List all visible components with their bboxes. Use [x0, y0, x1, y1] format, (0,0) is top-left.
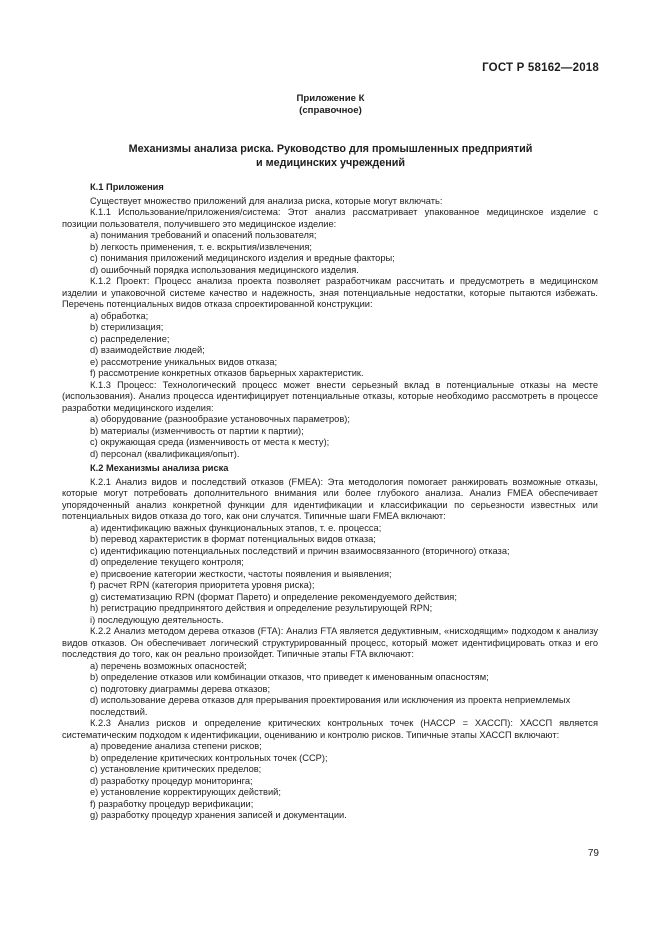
section-heading-k1: К.1 Приложения: [90, 182, 164, 192]
list-item: b) легкость применения, т. е. вскрытия/извлечения;: [90, 241, 312, 252]
list-item: b) определение отказов или комбинации отказов, что приведет к именованным опасностям;: [90, 672, 489, 682]
paragraph-k21: К.2.1 Анализ видов и последствий отказов (FMEA): Эта методология помогает ранжировать возможные отказы, которые могут потребовать дополнительного внимания или более глубокого анализа. Анализ FMEA обеспечивает упорядоченный анализ конкретной функции для идентификации и классификации по серьезности известных или потенциальных видов отказа до того, как они случатся. Типичные шаги FMEA включают:: [62, 476, 598, 521]
list-item: a) проведение анализа степени рисков;: [90, 741, 262, 751]
list-item: d) взаимодействие людей;: [90, 345, 205, 355]
list-item: c) установление критических пределов;: [90, 764, 262, 774]
list-item: d) определение текущего контроля;: [90, 557, 244, 567]
list-item: f) расчет RPN (категория приоритета уровня риска);: [90, 580, 315, 590]
list-item: d) использование дерева отказов для прерывания проектирования или исключения из проекта неприемлемых последствий.: [90, 695, 571, 717]
appendix-subtitle: (справочное): [299, 105, 362, 116]
list-item: f) рассмотрение конкретных отказов барьерных характеристик.: [90, 368, 364, 378]
list-item: a) оборудование (разнообразие установочных параметров);: [90, 414, 350, 424]
list-item: c) понимания приложений медицинского изделия и вредные факторы;: [90, 253, 395, 263]
paragraph-k1-intro: Существует множество приложений для анализа риска, которые могут включать:: [90, 195, 443, 206]
list-item: b) перевод характеристик в формат потенциальных видов отказа;: [90, 534, 376, 544]
list-item: e) рассмотрение уникальных видов отказа;: [90, 356, 278, 367]
list-item: e) присвоение категории жесткости, частоты появления и выявления;: [90, 568, 392, 579]
appendix-heading: [0, 93, 661, 117]
list-item: a) перечень возможных опасностей;: [90, 660, 247, 671]
page-number: 79: [587, 848, 599, 859]
list-item: a) обработка;: [90, 310, 149, 321]
main-title-line-1: Механизмы анализа риска. Руководство для промышленных предприятий: [128, 143, 533, 155]
list-item: c) окружающая среда (изменчивость от места к месту);: [90, 437, 330, 447]
list-item: c) идентификацию потенциальных последствий и причин взаимосвязанного (вторичного) отказа;: [90, 545, 510, 556]
main-title: [0, 143, 661, 170]
paragraph-k23: К.2.3 Анализ рисков и определение критических контрольных точек (НАССР = ХАССП): ХАССП является систематическим подходом к идентификации, оцениванию и контролю рисков. Типичные этапы ХАССП включают:: [62, 718, 598, 740]
list-item: i) последующую деятельность.: [90, 614, 224, 625]
list-item: f) разработку процедур верификации;: [90, 798, 254, 809]
list-item: h) регистрацию предпринятого действия и определение результирующей RPN;: [90, 603, 433, 613]
paragraph-k13: К.1.3 Процесс: Технологический процесс может внести серьезный вклад в потенциальные отказы на месте (использования). Анализ процесса идентифицирует потенциальные отказы, которые необходимо рассмотреть в процессе разработки медицинского изделия:: [62, 379, 598, 413]
standard-code: ГОСТ Р 58162—2018: [482, 62, 599, 74]
paragraph-k12: К.1.2 Проект: Процесс анализа проекта позволяет разработчикам рассчитать и предусмотреть в медицинском изделии и упаковочной системе качество и надежность, зная потенциальные недостатки, которые пытаются избежать. Перечень потенциальных видов отказа спроектированной конструкции:: [62, 276, 598, 309]
list-item: b) определение критических контрольных точек (ССР);: [90, 752, 328, 763]
list-item: d) персонал (квалификация/опыт).: [90, 448, 240, 459]
list-item: e) установление корректирующих действий;: [90, 787, 281, 797]
list-item: g) систематизацию RPN (формат Парето) и определение рекомендуемого действия;: [90, 591, 457, 602]
paragraph-k22: К.2.2 Анализ методом дерева отказов (FTA): Анализ FTA является дедуктивным, «нисходящим» подходом к анализу видов отказов. Он обеспечивает логический структурированный процесс, который может идентифицировать отказ и его последствия до того, как он реально произойдет. Типичные этапы FTA включают:: [62, 626, 598, 659]
document-body: [62, 179, 598, 822]
list-item: b) материалы (изменчивость от партии к партии);: [90, 425, 304, 436]
main-title-line-2: и медицинских учреждений: [255, 156, 405, 169]
list-item: a) понимания требований и опасений пользователя;: [90, 230, 317, 240]
appendix-title: Приложение К: [296, 93, 365, 104]
list-item: d) ошибочный порядка использования медицинского изделия.: [90, 264, 359, 275]
list-item: c) распределение;: [90, 333, 170, 344]
list-item: b) стерилизация;: [90, 322, 164, 332]
paragraph-k11: К.1.1 Использование/приложения/система: Этот анализ рассматривает упакованное медицинское изделие с позиции пользователя, получившего это медицинское изделие:: [62, 207, 598, 229]
list-item: d) разработку процедур мониторинга;: [90, 775, 253, 786]
section-heading-k2: К.2 Механизмы анализа риска: [90, 463, 229, 473]
list-item: g) разработку процедур хранения записей и документации.: [90, 810, 347, 820]
list-item: c) подготовку диаграммы дерева отказов;: [90, 683, 271, 694]
list-item: a) идентификацию важных функциональных этапов, т. е. процесса;: [90, 522, 382, 533]
